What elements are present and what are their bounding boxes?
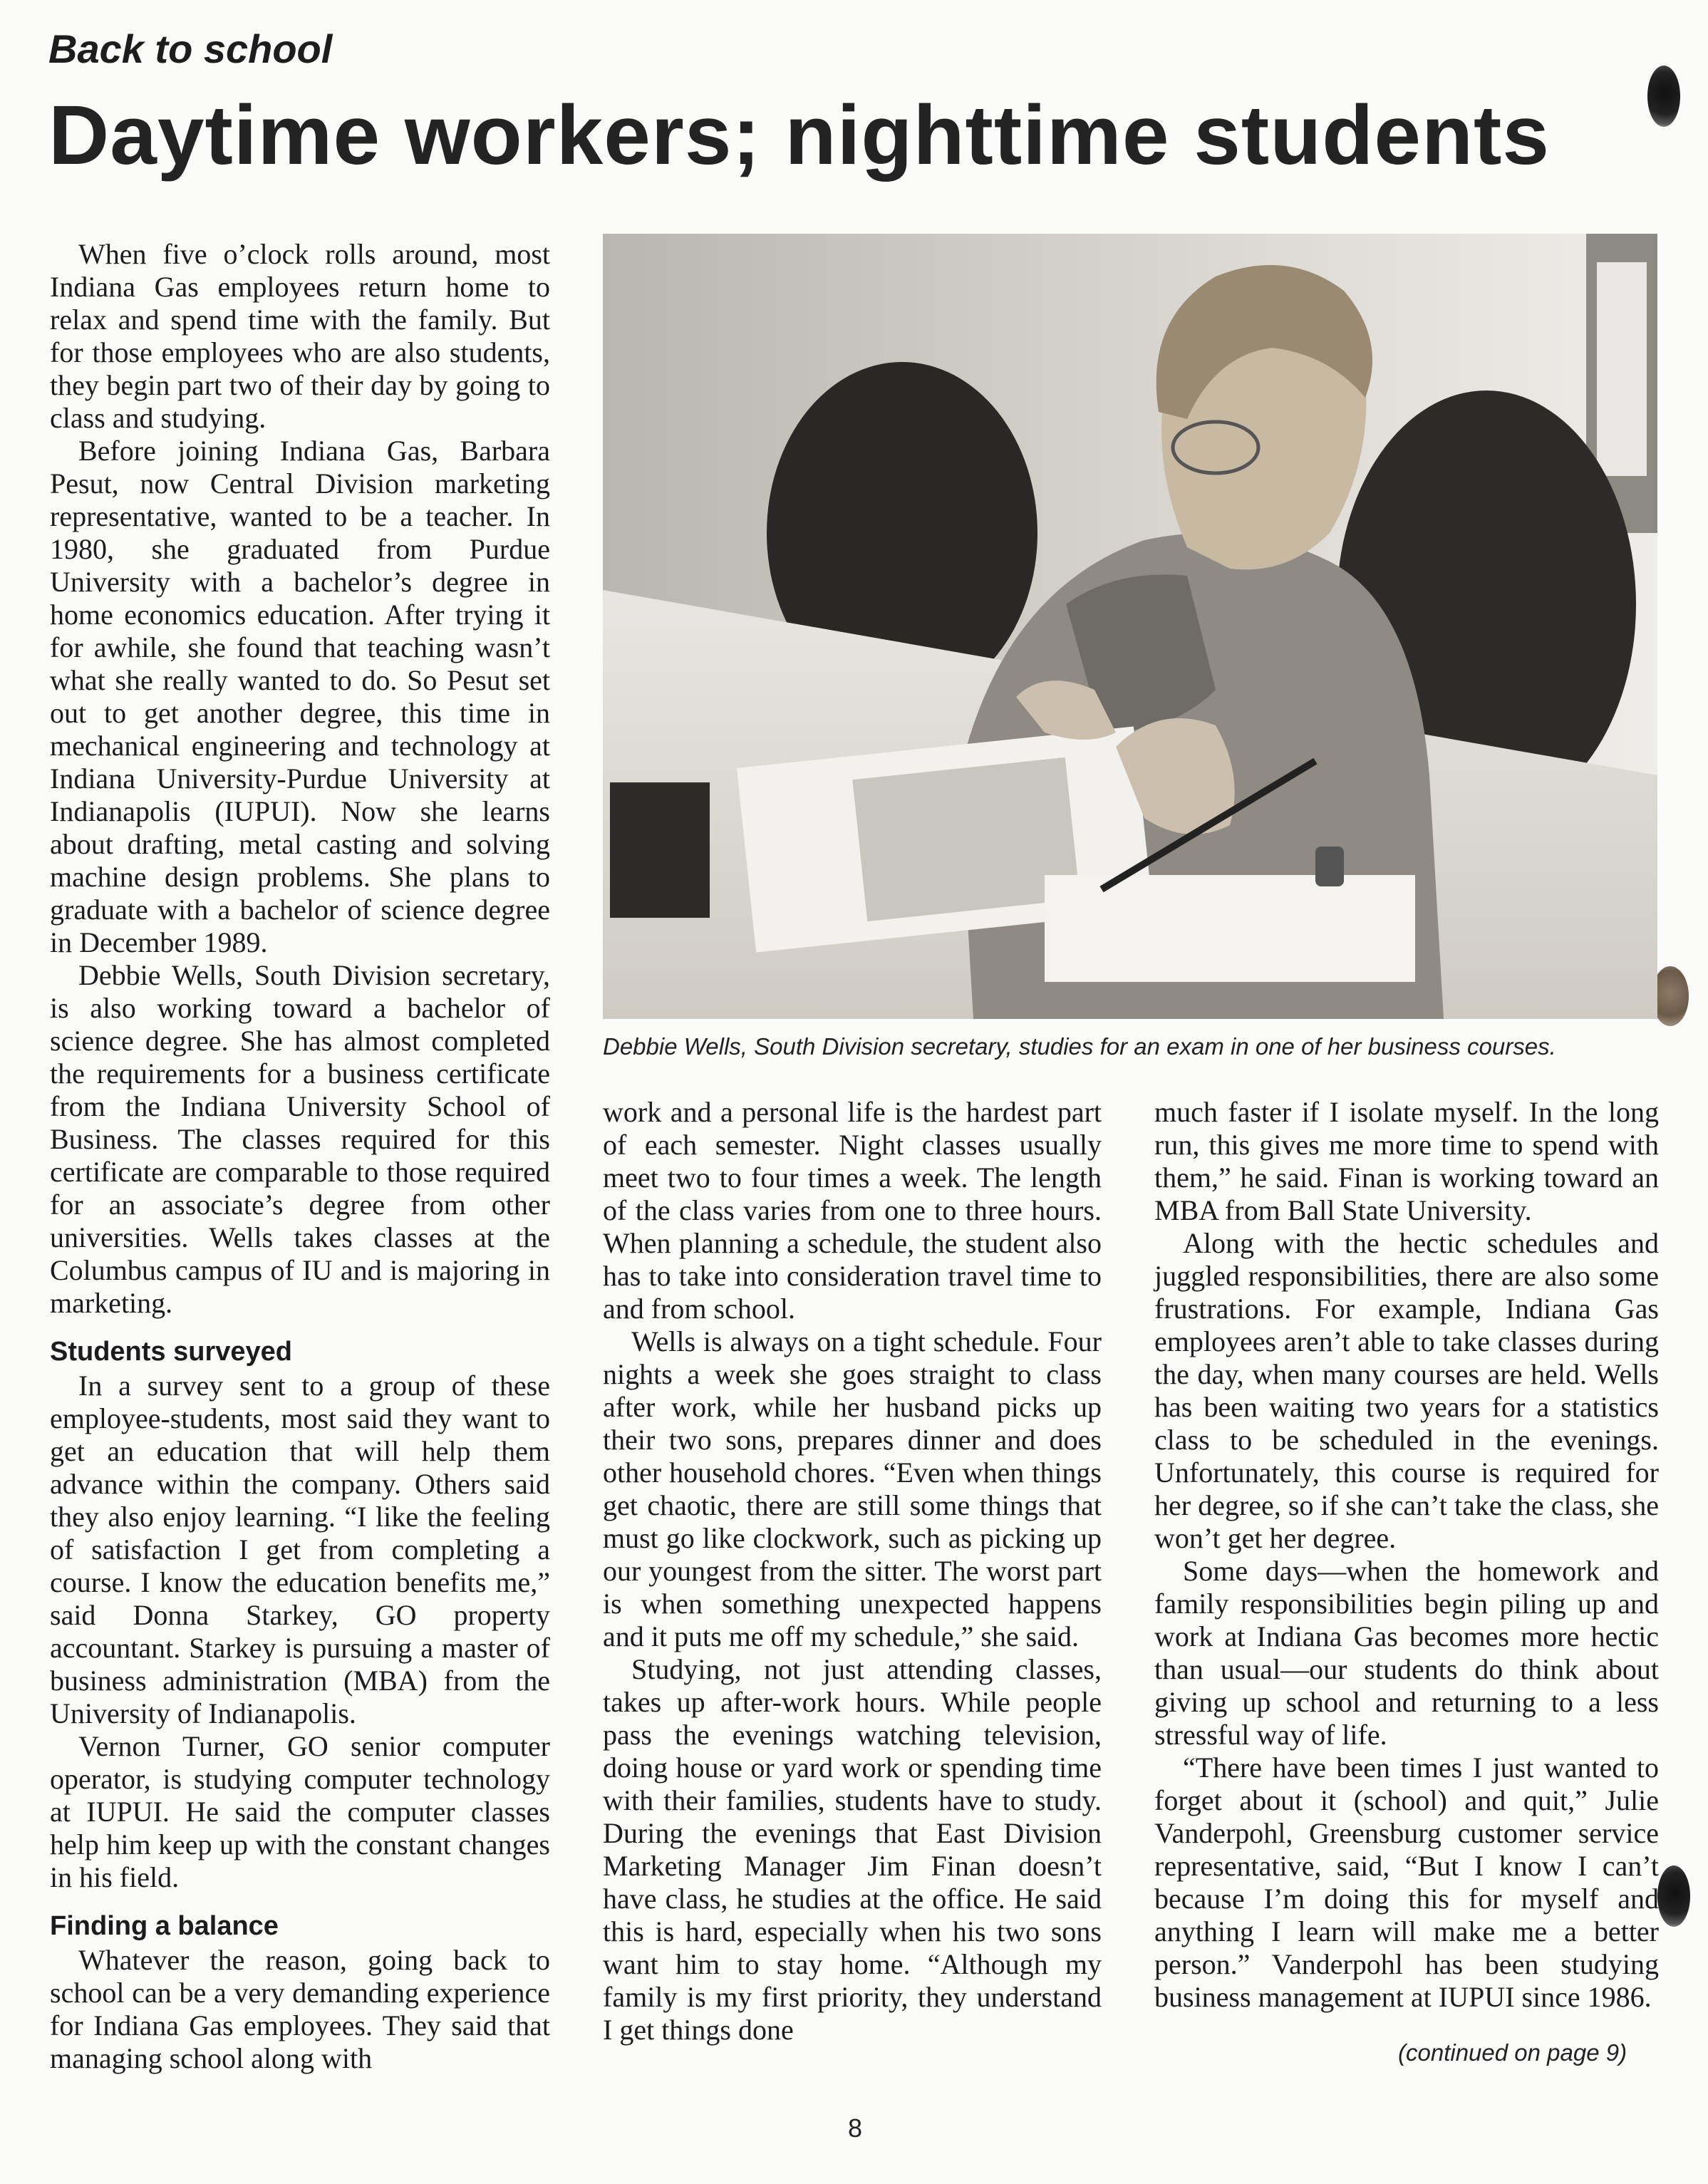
continued-note: (continued on page 9) — [1398, 2039, 1627, 2066]
paragraph: Studying, not just attending classes, takes up after-work hours. While people pass the evenings watching television, doing house or yard work or spending time with their families, students have to study. During the evenings that East Division Marketing Manager Jim Finan doesn’t have class, he studies at the office. He said this is hard, especially when his two sons want him to stay home. “Although my family is my first priority, they understand I get things done — [603, 1653, 1102, 2046]
section-kicker: Back to school — [48, 26, 333, 71]
paragraph: much faster if I isolate myself. In the long run, this gives me more time to spend with them,” he said. Finan is working toward an MBA from Ball State University. — [1154, 1096, 1659, 1226]
headline: Daytime workers; nighttime students — [48, 88, 1550, 182]
paragraph: In a survey sent to a group of these employee-students, most said they want to get an education that will help them advance within the company. Others said they also enjoy learning. “I like the feeling of satisfaction I get from completing a course. I know the education benefits me,” said Donna Starkey, GO property accountant. Starkey is pursuing a master of business administration (MBA) from the University of Indianapolis. — [50, 1370, 550, 1729]
paragraph: Before joining Indiana Gas, Barbara Pesut, now Central Division marketing representative, wanted to be a teacher. In 1980, she graduated from Purdue University with a bachelor’s degree in home economics education. After trying it for awhile, she found that teaching wasn’t what she really wanted to do. So Pesut set out to get another degree, this time in mechanical engineering and technology at Indiana University-Purdue University at Indianapolis (IUPUI). Now she learns about drafting, metal casting and solving machine design problems. She plans to graduate with a bachelor of science degree in December 1989. — [50, 435, 550, 958]
subheading-finding-a-balance: Finding a balance — [50, 1911, 279, 1941]
paragraph: Whatever the reason, going back to school can be a very demanding experience for Indiana Gas employees. They said that managing school along with — [50, 1944, 550, 2074]
paragraph: Wells is always on a tight schedule. Four nights a week she goes straight to class after work, while her husband picks up their two sons, prepares dinner and does other household chores. “Even when things get chaotic, there are still some things that must go like clockwork, such as picking up our youngest from the sitter. The worst part is when something unexpected happens and it puts me off my schedule,” she said. — [603, 1325, 1102, 1652]
article-column-1 — [50, 238, 550, 2075]
paragraph: When five o’clock rolls around, most Indiana Gas employees return home to relax and spend time with the family. But for those employees who are also students, they begin part two of their day by going to class and studying. — [50, 238, 550, 434]
binder-hole-top — [1647, 66, 1680, 127]
photo-caption: Debbie Wells, South Division secretary, studies for an exam in one of her business courses. — [603, 1033, 1556, 1060]
paragraph: work and a personal life is the hardest part of each semester. Night classes usually meet two to four times a week. The length of the class varies from one to three hours. When planning a schedule, the student also has to take into consideration travel time to and from school. — [603, 1096, 1102, 1325]
binder-hole-bottom — [1657, 1865, 1690, 1927]
paragraph: Debbie Wells, South Division secretary, is also working toward a bachelor of science degree. She has almost completed the requirements for a business certificate from the Indiana University School of Business. The classes required for this certificate are comparable to those required for an associate’s degree from other universities. Wells takes classes at the Columbus campus of IU and is majoring in marketing. — [50, 959, 550, 1319]
subheading-students-surveyed: Students surveyed — [50, 1337, 292, 1367]
paragraph: Vernon Turner, GO senior computer operator, is studying computer technology at IUPUI. He said the computer classes help him keep up with the constant changes in his field. — [50, 1730, 550, 1893]
article-column-3 — [1154, 1096, 1659, 2014]
page-number: 8 — [848, 2113, 863, 2143]
article-column-2 — [603, 1096, 1102, 2046]
paragraph: Some days—when the homework and family responsibilities begin piling up and work at Indiana Gas becomes more hectic than usual—our students do think about giving up school and returning to a less stressful way of life. — [1154, 1555, 1659, 1751]
paragraph: Along with the hectic schedules and juggled responsibilities, there are also some frustrations. For example, Indiana Gas employees aren’t able to take classes during the day, when many courses are held. Wells has been waiting two years for a statistics class to be scheduled in the evenings. Unfortunately, this course is required for her degree, so if she can’t take the class, she won’t get her degree. — [1154, 1227, 1659, 1554]
article-photo — [603, 234, 1657, 1019]
paragraph: “There have been times I just wanted to forget about it (school) and quit,” Julie Vanderpohl, Greensburg customer service representative, said, “But I know I can’t because I’m doing this for myself and anything I learn will make me a better person.” Vanderpohl has been studying business management at IUPUI since 1986. — [1154, 1751, 1659, 2013]
